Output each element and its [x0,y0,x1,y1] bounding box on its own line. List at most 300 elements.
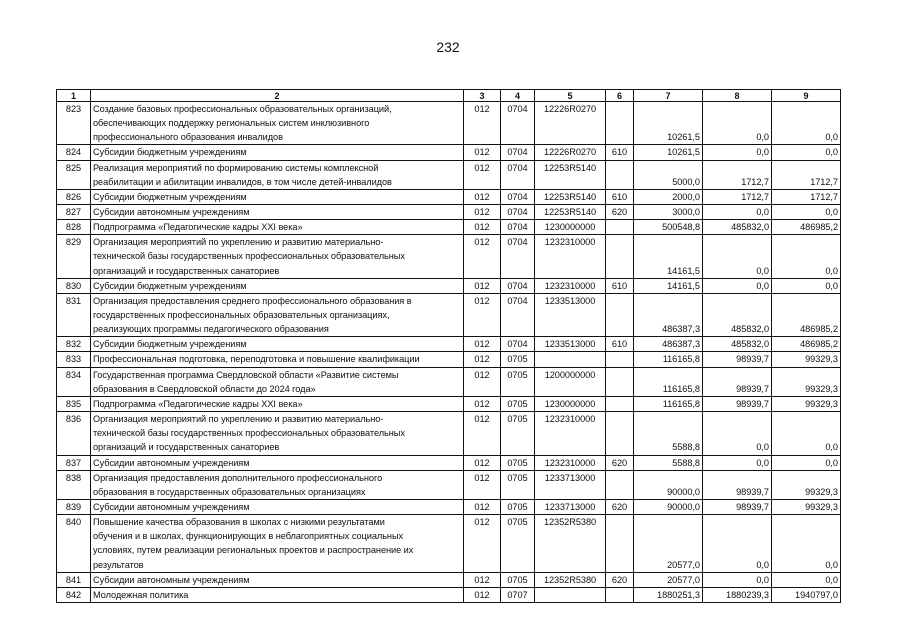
section-code: 0704 [507,339,528,350]
row-number-cell [57,160,91,189]
ministry-code-cell [464,515,501,573]
amount-col-8: 0,0 [756,574,769,585]
row-number-cell [57,337,91,352]
header-col-2: 2 [91,90,464,102]
page-number: 232 [436,39,460,55]
section-code-cell [501,396,535,411]
amount-col-9-cell [772,160,841,189]
ministry-code-cell [464,352,501,367]
item-name-line: Организация мероприятий по укреплению и развитию материально- [93,237,384,248]
row-number: 827 [65,207,82,218]
amount-col-8: 98939,7 [736,354,769,365]
amount-col-8: 485832,0 [731,324,769,335]
row-number-cell [57,367,91,396]
expense-type-code-cell [606,205,634,220]
table-row [57,145,841,160]
amount-col-9: 0,0 [825,574,838,585]
item-name-cell [91,235,464,278]
amount-col-8: 485832,0 [731,339,769,350]
expense-type-code: 610 [611,191,628,202]
amount-col-7: 14161,5 [667,265,700,276]
ministry-code-cell [464,102,501,145]
expense-type-code-cell [606,499,634,514]
section-code-cell [501,145,535,160]
row-number-cell [57,515,91,573]
row-number: 834 [65,369,82,380]
target-article-code-cell [535,515,606,573]
amount-col-9-cell [772,515,841,573]
target-article-code-cell [535,455,606,470]
expense-type-code-cell [606,587,634,602]
item-name-line: Подпрограмма «Педагогические кадры XXI века» [93,222,303,233]
table-header [57,90,841,102]
amount-col-8: 1880239,3 [726,589,769,600]
section-code-cell [501,102,535,145]
ministry-code-cell [464,499,501,514]
amount-col-8: 98939,7 [736,486,769,497]
item-name-line: Профессиональная подготовка, переподготовка и повышение квалификации [93,354,420,365]
item-name-line: государственных профессиональных образовательных организациях, [93,310,390,321]
row-number-cell [57,455,91,470]
item-name-line: Молодежная политика [93,589,189,600]
row-number: 828 [65,222,82,233]
amount-col-8-cell [703,220,772,235]
amount-col-9-cell [772,587,841,602]
expense-type-code-cell [606,235,634,278]
item-name-cell [91,412,464,455]
amount-col-9: 486985,2 [800,324,838,335]
amount-col-9-cell [772,337,841,352]
ministry-code: 012 [474,472,490,483]
item-name-line: технической базы государственных профессиональных образовательных [93,251,405,262]
table-body [57,102,841,603]
section-code: 0704 [507,237,528,248]
amount-col-8: 98939,7 [736,501,769,512]
header-col-9: 9 [772,90,841,102]
amount-col-8: 98939,7 [736,383,769,394]
item-name-line: Субсидии автономным учреждениям [93,501,250,512]
target-article-code: 1233713000 [544,472,596,483]
target-article-code-cell [535,470,606,499]
section-code: 0704 [507,147,528,158]
table-row [57,515,841,573]
table-row [57,205,841,220]
amount-col-8-cell [703,102,772,145]
amount-col-7: 500548,8 [662,222,700,233]
header-col-4: 4 [501,90,535,102]
amount-col-8-cell [703,515,772,573]
section-code-cell [501,160,535,189]
ministry-code: 012 [474,237,490,248]
expense-type-code-cell [606,515,634,573]
row-number: 837 [65,457,82,468]
amount-col-7-cell [634,572,703,587]
item-name-line: образования в государственных образовательных организациях [93,486,366,497]
amount-col-7: 486387,3 [662,324,700,335]
section-code: 0705 [507,574,528,585]
ministry-code-cell [464,412,501,455]
row-number: 824 [65,147,82,158]
amount-col-9: 99329,3 [805,501,838,512]
section-code-cell [501,470,535,499]
target-article-code: 1233513000 [544,339,596,350]
amount-col-9-cell [772,572,841,587]
amount-col-9-cell [772,396,841,411]
ministry-code-cell [464,470,501,499]
item-name-line: Субсидии автономным учреждениям [93,457,250,468]
row-number-cell [57,102,91,145]
row-number: 825 [65,162,82,173]
target-article-code-cell [535,337,606,352]
section-code: 0704 [507,162,528,173]
section-code: 0705 [507,517,528,528]
amount-col-8: 1712,7 [741,176,769,187]
section-code-cell [501,205,535,220]
table-row [57,367,841,396]
item-name-line: реализующих программы педагогического образования [93,324,329,335]
section-code: 0704 [507,222,528,233]
row-number-cell [57,145,91,160]
row-number: 835 [65,398,82,409]
table-row [57,412,841,455]
amount-col-8-cell [703,160,772,189]
row-number: 842 [65,589,82,600]
amount-col-8-cell [703,470,772,499]
amount-col-8: 0,0 [756,147,769,158]
amount-col-8-cell [703,587,772,602]
expense-type-code: 610 [611,280,628,291]
amount-col-7: 20577,0 [667,574,700,585]
section-code: 0704 [507,295,528,306]
amount-col-7: 116165,8 [662,398,700,409]
ministry-code: 012 [474,501,490,512]
expense-type-code-cell [606,189,634,204]
target-article-code: 1233713000 [544,501,596,512]
amount-col-7: 5588,8 [672,457,700,468]
item-name-line: Субсидии бюджетным учреждениям [93,339,247,350]
expense-type-code-cell [606,337,634,352]
amount-col-9: 99329,3 [805,486,838,497]
target-article-code-cell [535,278,606,293]
item-name-line: Подпрограмма «Педагогические кадры XXI века» [93,398,303,409]
item-name-line: Повышение качества образования в школах с низкими результатами [93,517,385,528]
item-name-line: условиях, путем реализации региональных проектов и распространение их [93,545,414,556]
amount-col-9-cell [772,220,841,235]
amount-col-7-cell [634,367,703,396]
table-row [57,235,841,278]
ministry-code: 012 [474,147,490,158]
item-name-cell [91,160,464,189]
section-code-cell [501,352,535,367]
section-code: 0704 [507,280,528,291]
item-name-cell [91,367,464,396]
row-number: 823 [65,104,82,114]
row-number-cell [57,205,91,220]
amount-col-7: 10261,5 [667,147,700,158]
amount-col-7-cell [634,470,703,499]
amount-col-9: 99329,3 [805,398,838,409]
item-name-line: образования в Свердловской области до 2024 года» [93,383,316,394]
row-number: 840 [65,517,82,528]
table-row [57,470,841,499]
expense-type-code-cell [606,412,634,455]
item-name-line: Субсидии бюджетным учреждениям [93,147,247,158]
section-code-cell [501,367,535,396]
amount-col-8-cell [703,352,772,367]
amount-col-8-cell [703,396,772,411]
target-article-code: 12226R0270 [543,104,597,114]
item-name-line: организаций и государственных санаториев [93,265,280,276]
section-code: 0705 [507,354,528,365]
row-number: 831 [65,295,82,306]
section-code-cell [501,515,535,573]
target-article-code-cell [535,367,606,396]
target-article-code: 1232310000 [544,280,596,291]
table-row [57,189,841,204]
row-number: 839 [65,501,82,512]
item-name-line: обеспечивающих поддержку региональных систем инклюзивного [93,118,370,129]
target-article-code: 1200000000 [544,369,596,380]
item-name-line: Государственная программа Свердловской области «Развитие системы [93,369,399,380]
row-number-cell [57,235,91,278]
item-name-cell [91,293,464,336]
header-col-3: 3 [464,90,501,102]
amount-col-9: 0,0 [825,265,838,276]
ministry-code: 012 [474,339,490,350]
row-number-cell [57,278,91,293]
amount-col-8-cell [703,367,772,396]
target-article-code-cell [535,572,606,587]
item-name-cell [91,470,464,499]
expense-type-code: 610 [611,147,628,158]
section-code: 0704 [507,104,528,114]
ministry-code: 012 [474,574,490,585]
item-name-line: организаций и государственных санаториев [93,442,280,453]
section-code-cell [501,337,535,352]
section-code: 0707 [507,589,528,600]
target-article-code-cell [535,587,606,602]
item-name-line: Создание базовых профессиональных образовательных организаций, [93,104,392,114]
table-row [57,499,841,514]
expense-type-code: 620 [611,457,628,468]
ministry-code-cell [464,220,501,235]
target-article-code-cell [535,160,606,189]
amount-col-9: 0,0 [825,132,838,143]
amount-col-7-cell [634,293,703,336]
row-number: 836 [65,414,82,425]
item-name-cell [91,102,464,145]
header-col-6: 6 [606,90,634,102]
amount-col-9: 486985,2 [800,222,838,233]
amount-col-7-cell [634,515,703,573]
section-code-cell [501,412,535,455]
item-name-line: Организация предоставления дополнительного профессионального [93,472,383,483]
amount-col-8-cell [703,337,772,352]
amount-col-9: 1712,7 [810,176,838,187]
target-article-code: 1232310000 [544,414,596,425]
amount-col-7-cell [634,587,703,602]
row-number-cell [57,396,91,411]
item-name-line: Субсидии автономным учреждениям [93,574,250,585]
ministry-code: 012 [474,369,490,380]
item-name-cell [91,572,464,587]
expense-type-code-cell [606,220,634,235]
amount-col-9: 0,0 [825,207,838,218]
ministry-code-cell [464,337,501,352]
amount-col-7-cell [634,102,703,145]
amount-col-9-cell [772,235,841,278]
amount-col-9: 486985,2 [800,339,838,350]
table-row [57,293,841,336]
item-name-cell [91,145,464,160]
target-article-code: 1232310000 [544,237,596,248]
row-number-cell [57,220,91,235]
target-article-code-cell [535,352,606,367]
ministry-code: 012 [474,354,490,365]
item-name-line: профессионального образования инвалидов [93,132,283,143]
amount-col-7: 14161,5 [667,280,700,291]
ministry-code: 012 [474,222,490,233]
amount-col-9: 0,0 [825,559,838,570]
amount-col-7: 90000,0 [667,486,700,497]
target-article-code-cell [535,220,606,235]
amount-col-7-cell [634,278,703,293]
row-number-cell [57,572,91,587]
ministry-code-cell [464,145,501,160]
amount-col-7: 116165,8 [662,354,700,365]
amount-col-9: 0,0 [825,442,838,453]
expense-type-code: 620 [611,207,628,218]
amount-col-8: 1712,7 [741,191,769,202]
amount-col-8-cell [703,205,772,220]
ministry-code-cell [464,455,501,470]
expense-type-code-cell [606,455,634,470]
target-article-code: 1233513000 [544,295,596,306]
ministry-code: 012 [474,517,490,528]
target-article-code-cell [535,189,606,204]
target-article-code-cell [535,235,606,278]
item-name-line: Субсидии бюджетным учреждениям [93,191,247,202]
amount-col-7: 5000,0 [672,176,700,187]
section-code: 0705 [507,398,528,409]
amount-col-8: 0,0 [756,559,769,570]
ministry-code-cell [464,160,501,189]
expense-type-code: 610 [611,339,628,350]
ministry-code: 012 [474,191,490,202]
amount-col-8: 0,0 [756,132,769,143]
item-name-line: обучения и в школах, функционирующих в неблагоприятных социальных [93,531,404,542]
table-row [57,572,841,587]
amount-col-7-cell [634,205,703,220]
item-name-cell [91,337,464,352]
expense-type-code: 620 [611,574,628,585]
ministry-code: 012 [474,162,490,173]
amount-col-9-cell [772,145,841,160]
ministry-code-cell [464,587,501,602]
amount-col-7-cell [634,337,703,352]
target-article-code-cell [535,499,606,514]
amount-col-9: 1940797,0 [795,589,838,600]
amount-col-7: 90000,0 [667,501,700,512]
amount-col-7-cell [634,220,703,235]
amount-col-9-cell [772,499,841,514]
target-article-code: 1230000000 [544,222,596,233]
row-number: 826 [65,191,82,202]
row-number: 832 [65,339,82,350]
amount-col-7-cell [634,499,703,514]
amount-col-8-cell [703,455,772,470]
amount-col-7-cell [634,396,703,411]
table-row [57,160,841,189]
item-name-cell [91,205,464,220]
target-article-code: 12253R5140 [543,207,597,218]
item-name-line: Организация мероприятий по укреплению и развитию материально- [93,414,384,425]
row-number: 829 [65,237,82,248]
header-col-5: 5 [535,90,606,102]
ministry-code-cell [464,396,501,411]
ministry-code: 012 [474,295,490,306]
ministry-code-cell [464,293,501,336]
ministry-code-cell [464,278,501,293]
ministry-code: 012 [474,398,490,409]
amount-col-9-cell [772,412,841,455]
target-article-code-cell [535,293,606,336]
ministry-code: 012 [474,280,490,291]
expense-type-code-cell [606,145,634,160]
amount-col-9: 1712,7 [810,191,838,202]
expense-type-code-cell [606,572,634,587]
row-number-cell [57,587,91,602]
expense-type-code: 620 [611,501,628,512]
table-row [57,337,841,352]
amount-col-9: 0,0 [825,280,838,291]
budget-table [56,89,841,603]
row-number-cell [57,499,91,514]
amount-col-9: 99329,3 [805,383,838,394]
amount-col-7: 3000,0 [672,207,700,218]
item-name-line: технической базы государственных профессиональных образовательных [93,428,405,439]
row-number-cell [57,470,91,499]
item-name-cell [91,352,464,367]
amount-col-9-cell [772,205,841,220]
expense-type-code-cell [606,470,634,499]
amount-col-7: 10261,5 [667,132,700,143]
item-name-line: реабилитации и абилитации инвалидов, в том числе детей-инвалидов [93,176,392,187]
amount-col-8: 0,0 [756,265,769,276]
section-code: 0704 [507,207,528,218]
target-article-code: 1230000000 [544,398,596,409]
section-code-cell [501,220,535,235]
amount-col-7: 486387,3 [662,339,700,350]
target-article-code: 12253R5140 [543,162,597,173]
item-name-cell [91,515,464,573]
table-row [57,102,841,145]
amount-col-7-cell [634,455,703,470]
amount-col-7: 5588,8 [672,442,700,453]
amount-col-7-cell [634,352,703,367]
item-name-cell [91,499,464,514]
item-name-line: Субсидии автономным учреждениям [93,207,250,218]
amount-col-9-cell [772,278,841,293]
amount-col-8-cell [703,189,772,204]
amount-col-7: 1880251,3 [657,589,700,600]
amount-col-9-cell [772,293,841,336]
section-code: 0705 [507,472,528,483]
item-name-line: Реализация мероприятий по формированию системы комплексной [93,162,379,173]
section-code: 0705 [507,501,528,512]
target-article-code-cell [535,205,606,220]
item-name-cell [91,396,464,411]
